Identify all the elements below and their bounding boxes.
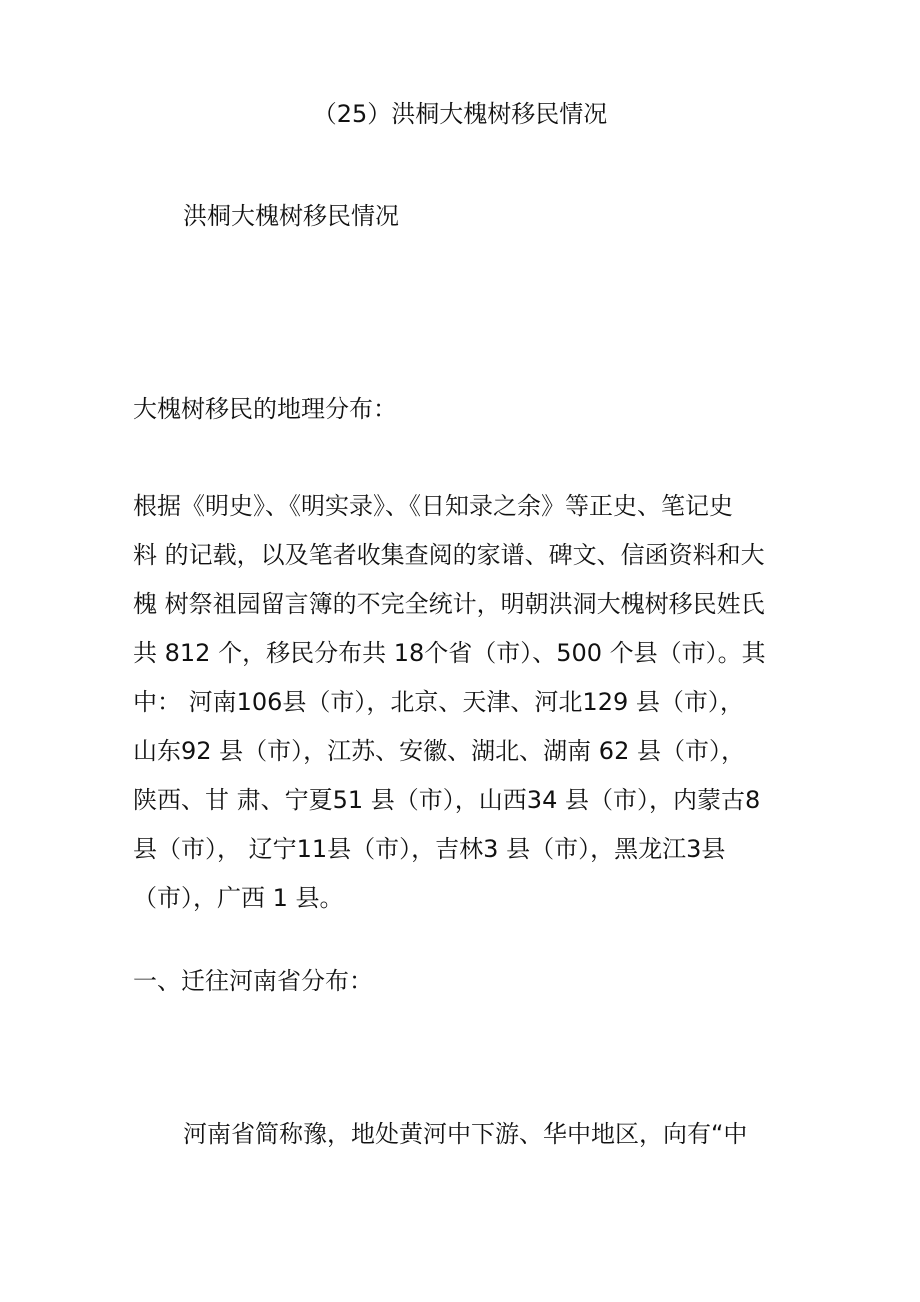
body-paragraph-distribution <box>133 482 813 923</box>
body-line-7: 陕西、甘 肃、宁夏51 县（市），山西34 县（市），内蒙古8 <box>133 786 761 814</box>
body-line-1: 根据《明史》、《明实录》、《日知录之余》等正史、笔记史 <box>133 492 733 520</box>
section-heading-geography: 大槐树移民的地理分布： <box>133 395 397 423</box>
body-line-8: 县（市）， 辽宁11县（市），吉林3 县（市），黑龙江3县 <box>133 835 726 863</box>
body-line-9: （市），广西 1 县。 <box>133 884 344 912</box>
body-line-6: 山东92 县（市），江苏、安徽、湖北、湖南 62 县（市）， <box>133 737 745 765</box>
body-line-2: 料 的记载，以及笔者收集查阅的家谱、碑文、信函资料和大 <box>133 541 765 569</box>
body-line-4: 共 812 个，移民分布共 18个省（市）、500 个县（市）。其 <box>133 639 766 667</box>
henan-intro-paragraph: 河南省简称豫，地处黄河中下游、华中地区，向有“中 <box>183 1120 748 1148</box>
body-line-3: 槐 树祭祖园留言簿的不完全统计，明朝洪洞大槐树移民姓氏 <box>133 590 765 618</box>
document-title: （25）洪桐大槐树移民情况 <box>312 100 608 128</box>
document-subtitle: 洪桐大槐树移民情况 <box>183 202 399 230</box>
section-heading-henan: 一、迁往河南省分布： <box>133 967 373 995</box>
body-line-5: 中： 河南106县（市），北京、天津、河北129 县（市）， <box>133 688 744 716</box>
